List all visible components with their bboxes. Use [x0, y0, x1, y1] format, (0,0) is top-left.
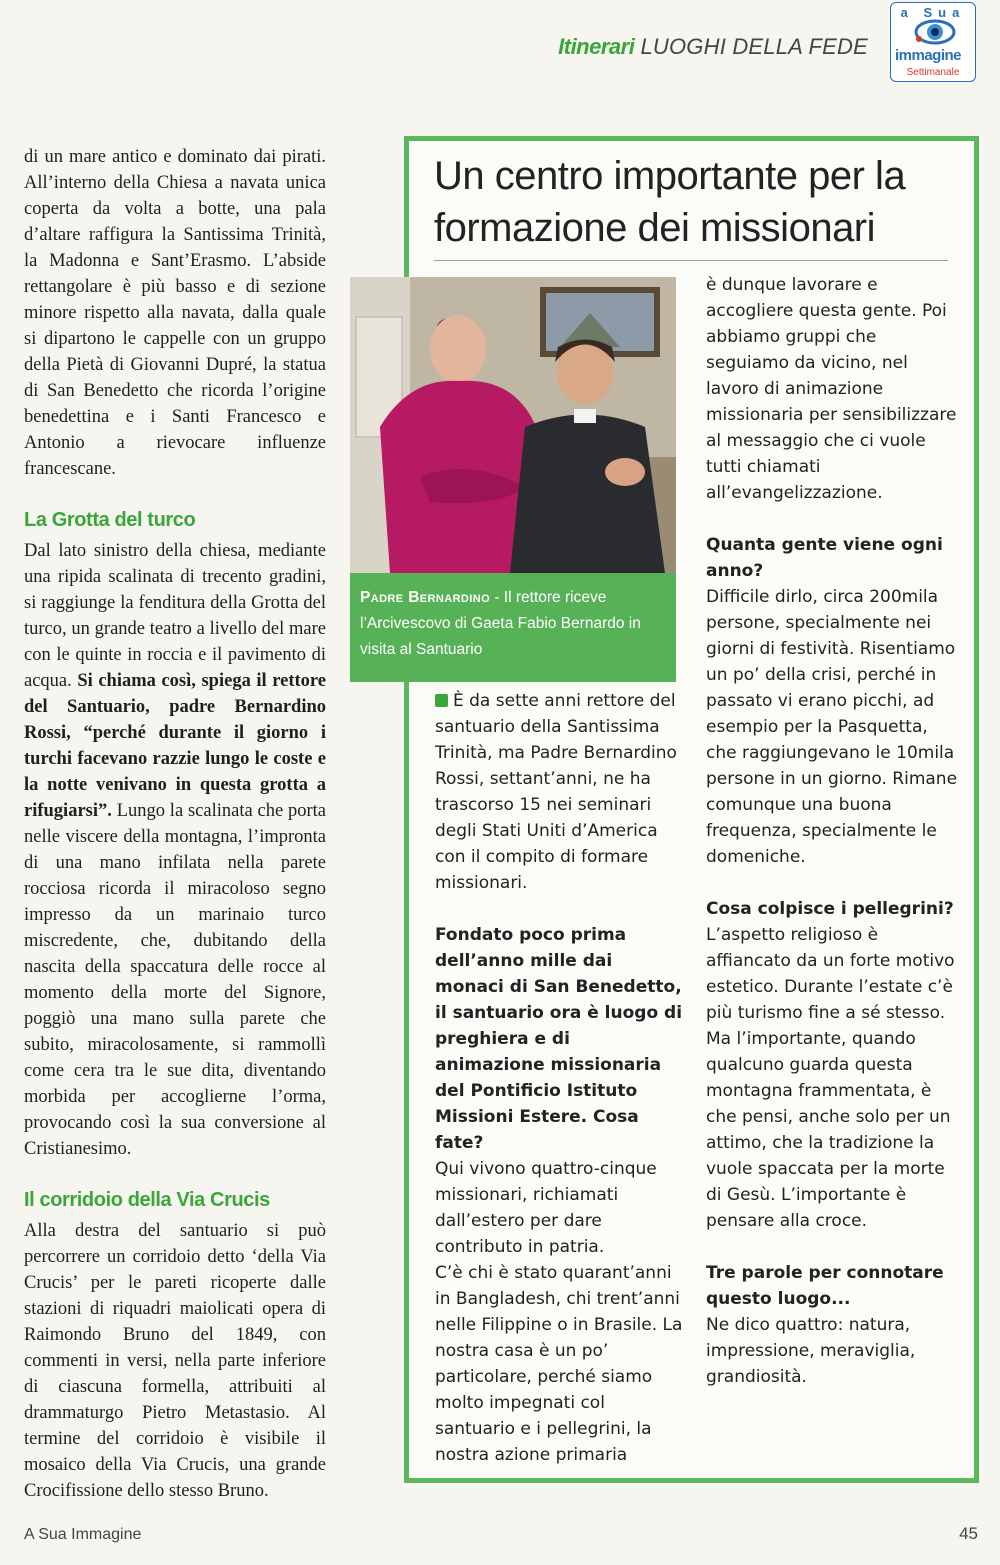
interview-column-middle	[435, 688, 685, 1468]
caption-text: - Il rettore riceve l’Arcivescovo di Gaeta Fabio Bernardo in visita al Santuario	[360, 589, 641, 658]
photo	[350, 277, 676, 573]
eye-icon	[913, 17, 957, 47]
photo-illustration	[350, 277, 676, 573]
question: Quanta gente viene ogni anno?	[706, 535, 943, 581]
logo-top-text: a Sua	[900, 5, 966, 20]
answer: Ne dico quattro: natura, impressione, meraviglia, grandiosità.	[706, 1315, 916, 1387]
question: Cosa colpisce i pellegrini?	[706, 899, 954, 919]
section-header	[558, 34, 868, 60]
text-run: Lungo la scalinata che porta nelle viscere della montagna, l’impronta di una mano infilata nella parete rocciosa ricorda il miracoloso segno impresso da un marinaio turco miscredente, che, dubitando della nascita della spaccatura delle rocce al momento della morte del Signore, poggiò una mano sulla parete che subito, miracolosamente, si rammollì come cera tra le sue dita, diventando morbida per accoglierne l’orma, provocando così la sua conversione al Cristianesimo.	[24, 801, 326, 1159]
quote-bold: Si chiama così, spiega il rettore del Santuario, padre Bernardino Rossi, “perché durante il giorno i turchi facevano razzie lungo le coste e la notte venivano in questa grotta a rifugiarsi”.	[24, 671, 326, 821]
subheading: La Grotta del turco	[24, 509, 196, 531]
section-name: Itinerari	[558, 34, 635, 59]
answer: è dunque lavorare e accogliere questa gente. Poi abbiamo gruppi che seguiamo da vicino, nel lavoro di animazione missionaria per sensibilizzare al messaggio che ci vuole tutti chiamati all’evangelizzazione.	[706, 275, 957, 503]
green-square-icon	[435, 694, 448, 707]
paragraph: Alla destra del santuario si può percorrere un corridoio detto ‘della Via Crucis’ per le pareti ricoperte dalle stazioni di riquadri maiolicati opera di Raimondo Bruno del 1849, con commenti in versi, nella parte inferiore di ciascuna formella, attribuiti al drammaturgo Pietro Metastasio. Al termine del corridoio è visibile il mosaico della Via Crucis, una grande Crocifissione dello stesso Bruno.	[24, 1221, 326, 1501]
answer: Difficile dirlo, circa 200mila persone, specialmente nei giorni di festività. Risentiamo un po’ della crisi, perché in passato vi erano picchi, ad esempio per la Pasquetta, che raggiungevano le 10mila persone in un giorno. Rimane comunque una buona frequenza, specialmente le domeniche.	[706, 587, 958, 867]
intro-paragraph	[435, 688, 685, 896]
caption-name: Padre Bernardino	[360, 589, 491, 606]
intro-text: È da sette anni rettore del santuario della Santissima Trinità, ma Padre Bernardino Rossi, settant’anni, ne ha trascorso 15 nei seminari degli Stati Uniti d’America con il compito di formare missionari.	[435, 691, 677, 893]
logo-tagline: Settimanale	[906, 67, 960, 78]
magazine-logo	[890, 2, 976, 82]
subheading: Il corridoio della Via Crucis	[24, 1189, 270, 1211]
answer: Qui vivono quattro-cinque missionari, richiamati dall’estero per dare contributo in patria.	[435, 1159, 657, 1257]
answer: C’è chi è stato quarant’anni in Bangladesh, chi trent’anni nelle Filippine o in Brasile. La nostra casa è un po’ particolare, perché siamo molto impegnati col santuario e i pellegrini, la nostra azione primaria	[435, 1263, 683, 1465]
logo-name: immagine	[895, 47, 962, 64]
subsection-name: LUOGHI DELLA FEDE	[640, 34, 868, 59]
footer-magazine: A Sua Immagine	[24, 1526, 142, 1543]
question: Tre parole per connotare questo luogo...	[706, 1263, 944, 1309]
title-divider	[434, 260, 948, 261]
question: Fondato poco prima dell’anno mille dai monaci di San Benedetto, il santuario ora è luogo di preghiera e di animazione missionaria del Pontificio Istituto Missioni Estere. Cosa fate?	[435, 925, 683, 1153]
page-number: 45	[959, 1524, 978, 1543]
box-title: Un centro importante per la formazione dei missionari	[434, 154, 906, 250]
paragraph	[24, 538, 326, 1162]
text-run: Dal lato sinistro della chiesa, mediante una ripida scalinata di trecento gradini, si raggiunge la fenditura della Grotta del turco, un grande teatro a livello del mare con le quinte in roccia e il pavimento di acqua.	[24, 541, 326, 691]
interview-column-right	[706, 272, 961, 1390]
photo-caption	[350, 573, 676, 682]
answer: L’aspetto religioso è affiancato da un forte motivo estetico. Durante l’estate c’è più turismo fine a sé stesso. Ma l’importante, quando qualcuno guarda questa montagna frammentata, è che pensi, anche solo per un attimo, che la tradizione la vuole spaccata per la morte di Gesù. L’importante è pensare alla croce.	[706, 925, 955, 1231]
paragraph: di un mare antico e dominato dai pirati. All’interno della Chiesa a navata unica coperta da volta a botte, una pala d’altare raffigura la Santissima Trinità, la Madonna e Sant’Erasmo. L’abside rettangolare è più basso e di sezione minore rispetto alla navata, dalla quale si dipartono le cappelle con un gruppo della Pietà di Giovanni Dupré, la statua di San Benedetto che ricorda l’origine benedettina e i Santi Francesco e Antonio a rievocare influenze francescane.	[24, 147, 326, 479]
left-column	[24, 144, 326, 1504]
